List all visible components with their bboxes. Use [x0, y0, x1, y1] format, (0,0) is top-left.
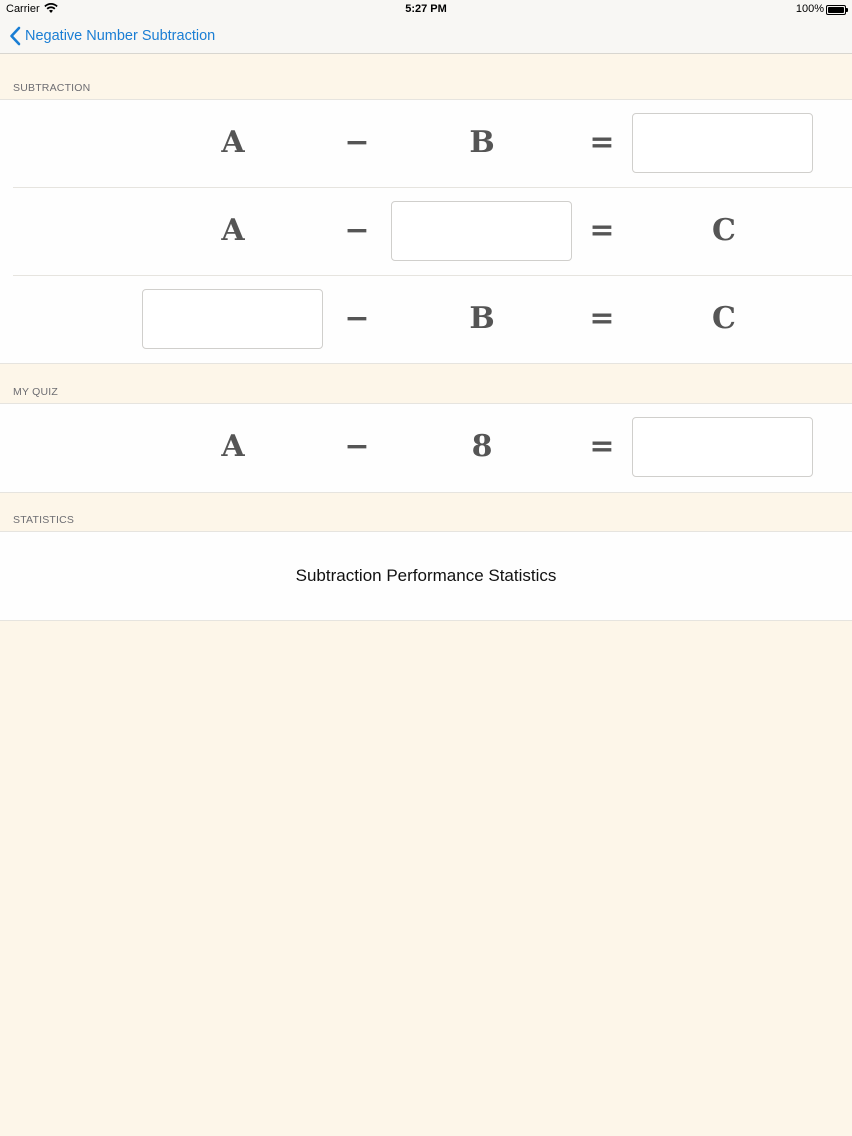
minus-sign: − — [344, 301, 370, 336]
battery-percent: 100% — [795, 3, 824, 15]
term-b: B — [469, 125, 495, 160]
minus-sign: − — [344, 213, 370, 248]
battery-icon — [826, 5, 846, 15]
term-b-input[interactable] — [391, 201, 572, 261]
result-c: C — [712, 301, 736, 336]
equals-sign: = — [589, 301, 615, 336]
chevron-left-icon — [9, 26, 21, 46]
section-header-my-quiz: MY QUIZ — [13, 386, 58, 398]
result-input[interactable] — [632, 113, 813, 173]
statistics-group — [0, 531, 852, 621]
carrier-label: Carrier — [6, 3, 40, 15]
status-bar — [0, 0, 852, 18]
quiz-equation-row — [0, 404, 852, 492]
section-header-statistics: STATISTICS — [13, 514, 75, 526]
quiz-number: 8 — [471, 429, 493, 464]
minus-sign: − — [344, 429, 370, 464]
term-b: B — [469, 301, 495, 336]
quiz-result-input[interactable] — [632, 417, 813, 477]
equals-sign: = — [589, 125, 615, 160]
back-button-label: Negative Number Subtraction — [25, 28, 216, 44]
quiz-group — [0, 403, 852, 493]
equals-sign: = — [589, 213, 615, 248]
term-a-input[interactable] — [142, 289, 323, 349]
equation-row-3 — [0, 276, 852, 364]
back-button[interactable] — [9, 23, 215, 49]
equation-row-1 — [0, 100, 852, 188]
result-c: C — [712, 213, 736, 248]
minus-sign: − — [344, 125, 370, 160]
term-a: A — [221, 125, 245, 160]
section-header-subtraction: SUBTRACTION — [13, 82, 91, 94]
term-a: A — [221, 213, 245, 248]
clock: 5:27 PM — [405, 3, 447, 15]
equation-row-2 — [0, 188, 852, 276]
equals-sign: = — [589, 429, 615, 464]
term-a: A — [221, 429, 245, 464]
navigation-bar — [0, 18, 852, 54]
statistics-label: Subtraction Performance Statistics — [295, 566, 557, 585]
statistics-button[interactable] — [0, 532, 852, 620]
subtraction-group — [0, 99, 852, 364]
